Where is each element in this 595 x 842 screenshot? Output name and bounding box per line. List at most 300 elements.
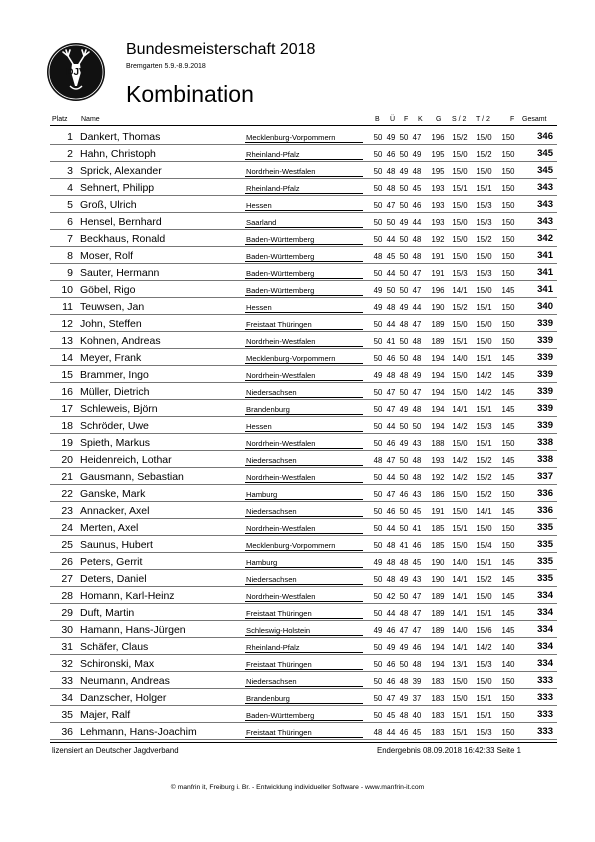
score-u: 44 bbox=[386, 269, 396, 278]
score-g: 183 bbox=[431, 711, 445, 720]
col-g: G bbox=[436, 116, 442, 123]
name-cell: Spieth, Markus bbox=[80, 437, 151, 449]
score-g: 191 bbox=[431, 252, 445, 261]
table-row bbox=[0, 553, 595, 570]
score-g: 190 bbox=[431, 558, 445, 567]
score-g: 195 bbox=[431, 150, 445, 159]
state-cell: Saarland bbox=[246, 218, 277, 227]
score-g: 195 bbox=[431, 167, 445, 176]
state-cell: Rheinland-Pfalz bbox=[246, 150, 300, 159]
score-k: 45 bbox=[412, 507, 422, 516]
score-b: 50 bbox=[373, 235, 383, 244]
score-b: 48 bbox=[373, 728, 383, 737]
col-platz: Platz bbox=[52, 116, 68, 123]
score-g: 185 bbox=[431, 541, 445, 550]
name-cell: Moser, Rolf bbox=[80, 250, 134, 262]
name-cell: Ganske, Mark bbox=[80, 488, 146, 500]
score-g: 191 bbox=[431, 507, 445, 516]
name-cell: Saunus, Hubert bbox=[80, 539, 153, 551]
state-underline bbox=[245, 601, 363, 602]
score-ff: 150 bbox=[501, 728, 515, 737]
score-t2: 15/1 bbox=[476, 405, 492, 414]
score-t2: 15/2 bbox=[476, 235, 492, 244]
score-f: 50 bbox=[399, 507, 409, 516]
score-s2: 14/1 bbox=[452, 405, 468, 414]
total-cell: 341 bbox=[537, 267, 553, 278]
name-cell: Meyer, Frank bbox=[80, 352, 142, 364]
name-cell: Deters, Daniel bbox=[80, 573, 147, 585]
score-u: 46 bbox=[386, 439, 396, 448]
score-t2: 15/3 bbox=[476, 728, 492, 737]
score-k: 45 bbox=[412, 558, 422, 567]
name-cell: Dankert, Thomas bbox=[80, 131, 161, 143]
score-t2: 15/3 bbox=[476, 269, 492, 278]
state-cell: Baden-Württemberg bbox=[246, 286, 315, 295]
state-underline bbox=[245, 465, 363, 466]
score-t2: 15/1 bbox=[476, 558, 492, 567]
score-b: 49 bbox=[373, 626, 383, 635]
score-ff: 150 bbox=[501, 235, 515, 244]
score-g: 194 bbox=[431, 371, 445, 380]
score-ff: 150 bbox=[501, 439, 515, 448]
score-f: 48 bbox=[399, 609, 409, 618]
score-u: 44 bbox=[386, 609, 396, 618]
total-cell: 334 bbox=[537, 590, 553, 601]
total-cell: 335 bbox=[537, 556, 553, 567]
score-ff: 145 bbox=[501, 575, 515, 584]
rank-cell: 30 bbox=[61, 624, 73, 636]
score-s2: 14/1 bbox=[452, 643, 468, 652]
state-cell: Baden-Württemberg bbox=[246, 269, 315, 278]
score-ff: 140 bbox=[501, 660, 515, 669]
name-cell: Kohnen, Andreas bbox=[80, 335, 161, 347]
score-g: 188 bbox=[431, 439, 445, 448]
rank-cell: 10 bbox=[61, 284, 73, 296]
state-cell: Baden-Württemberg bbox=[246, 711, 315, 720]
score-k: 45 bbox=[412, 184, 422, 193]
score-f: 50 bbox=[399, 252, 409, 261]
state-underline bbox=[245, 567, 363, 568]
score-u: 50 bbox=[386, 218, 396, 227]
name-cell: Schironski, Max bbox=[80, 658, 155, 670]
state-cell: Baden-Württemberg bbox=[246, 252, 315, 261]
score-t2: 15/0 bbox=[476, 133, 492, 142]
state-cell: Niedersachsen bbox=[246, 677, 297, 686]
score-f: 48 bbox=[399, 558, 409, 567]
score-u: 42 bbox=[386, 592, 396, 601]
table-row bbox=[0, 638, 595, 655]
score-t2: 15/2 bbox=[476, 456, 492, 465]
col-k: K bbox=[418, 116, 423, 123]
name-cell: Homann, Karl-Heinz bbox=[80, 590, 175, 602]
score-f: 50 bbox=[399, 286, 409, 295]
name-cell: Schleweis, Björn bbox=[80, 403, 158, 415]
score-k: 48 bbox=[412, 456, 422, 465]
total-cell: 337 bbox=[537, 471, 553, 482]
state-cell: Niedersachsen bbox=[246, 456, 297, 465]
score-ff: 150 bbox=[501, 694, 515, 703]
score-ff: 140 bbox=[501, 643, 515, 652]
score-ff: 150 bbox=[501, 133, 515, 142]
table-row bbox=[0, 468, 595, 485]
score-t2: 15/1 bbox=[476, 694, 492, 703]
rank-cell: 7 bbox=[67, 233, 73, 245]
row-separator bbox=[50, 739, 557, 740]
score-k: 44 bbox=[412, 218, 422, 227]
score-ff: 150 bbox=[501, 184, 515, 193]
score-u: 44 bbox=[386, 473, 396, 482]
score-t2: 15/1 bbox=[476, 354, 492, 363]
score-k: 47 bbox=[412, 388, 422, 397]
score-g: 186 bbox=[431, 490, 445, 499]
rank-cell: 36 bbox=[61, 726, 73, 738]
score-g: 183 bbox=[431, 677, 445, 686]
score-u: 48 bbox=[386, 558, 396, 567]
score-s2: 15/2 bbox=[452, 133, 468, 142]
score-k: 39 bbox=[412, 677, 422, 686]
score-ff: 150 bbox=[501, 677, 515, 686]
state-cell: Nordrhein-Westfalen bbox=[246, 592, 316, 601]
score-k: 46 bbox=[412, 201, 422, 210]
score-s2: 14/2 bbox=[452, 422, 468, 431]
name-cell: Sauter, Hermann bbox=[80, 267, 160, 279]
state-cell: Hessen bbox=[246, 303, 272, 312]
total-cell: 338 bbox=[537, 437, 553, 448]
score-g: 194 bbox=[431, 422, 445, 431]
score-b: 49 bbox=[373, 303, 383, 312]
score-k: 43 bbox=[412, 575, 422, 584]
score-g: 189 bbox=[431, 609, 445, 618]
score-g: 194 bbox=[431, 354, 445, 363]
score-t2: 15/0 bbox=[476, 286, 492, 295]
score-u: 46 bbox=[386, 626, 396, 635]
rank-cell: 21 bbox=[61, 471, 73, 483]
score-t2: 15/6 bbox=[476, 626, 492, 635]
state-underline bbox=[245, 448, 363, 449]
name-cell: Sehnert, Philipp bbox=[80, 182, 155, 194]
score-b: 50 bbox=[373, 388, 383, 397]
score-t2: 15/3 bbox=[476, 218, 492, 227]
score-t2: 15/2 bbox=[476, 575, 492, 584]
table-row bbox=[0, 587, 595, 604]
total-cell: 340 bbox=[537, 301, 553, 312]
score-u: 44 bbox=[386, 524, 396, 533]
score-b: 49 bbox=[373, 286, 383, 295]
state-cell: Nordrhein-Westfalen bbox=[246, 167, 316, 176]
score-u: 47 bbox=[386, 456, 396, 465]
rank-cell: 12 bbox=[61, 318, 73, 330]
score-f: 49 bbox=[399, 439, 409, 448]
score-u: 45 bbox=[386, 711, 396, 720]
table-row bbox=[0, 332, 595, 349]
state-cell: Niedersachsen bbox=[246, 388, 297, 397]
score-b: 50 bbox=[373, 677, 383, 686]
score-f: 49 bbox=[399, 405, 409, 414]
score-k: 45 bbox=[412, 728, 422, 737]
score-b: 50 bbox=[373, 575, 383, 584]
state-cell: Baden-Württemberg bbox=[246, 235, 315, 244]
state-cell: Nordrhein-Westfalen bbox=[246, 524, 316, 533]
score-g: 189 bbox=[431, 320, 445, 329]
score-s2: 14/2 bbox=[452, 456, 468, 465]
total-cell: 339 bbox=[537, 403, 553, 414]
score-t2: 15/0 bbox=[476, 167, 492, 176]
rank-cell: 26 bbox=[61, 556, 73, 568]
page-heading: Kombination bbox=[126, 81, 254, 107]
score-f: 50 bbox=[399, 422, 409, 431]
score-t2: 15/0 bbox=[476, 524, 492, 533]
state-underline bbox=[245, 159, 363, 160]
state-underline bbox=[245, 193, 363, 194]
score-ff: 150 bbox=[501, 490, 515, 499]
col-total: Gesamt bbox=[522, 116, 547, 123]
score-s2: 15/0 bbox=[452, 541, 468, 550]
score-k: 41 bbox=[412, 524, 422, 533]
score-u: 47 bbox=[386, 388, 396, 397]
score-b: 50 bbox=[373, 320, 383, 329]
total-cell: 339 bbox=[537, 386, 553, 397]
score-k: 48 bbox=[412, 405, 422, 414]
score-s2: 15/0 bbox=[452, 439, 468, 448]
score-t2: 15/1 bbox=[476, 439, 492, 448]
rank-cell: 29 bbox=[61, 607, 73, 619]
score-t2: 15/3 bbox=[476, 422, 492, 431]
state-cell: Nordrhein-Westfalen bbox=[246, 371, 316, 380]
score-ff: 145 bbox=[501, 592, 515, 601]
state-cell: Rheinland-Pfalz bbox=[246, 643, 300, 652]
score-g: 194 bbox=[431, 388, 445, 397]
name-cell: Müller, Dietrich bbox=[80, 386, 150, 398]
total-cell: 339 bbox=[537, 318, 553, 329]
score-g: 194 bbox=[431, 660, 445, 669]
name-cell: Hahn, Christoph bbox=[80, 148, 156, 160]
table-row bbox=[0, 536, 595, 553]
score-s2: 14/0 bbox=[452, 626, 468, 635]
score-k: 37 bbox=[412, 694, 422, 703]
rank-cell: 23 bbox=[61, 505, 73, 517]
score-b: 50 bbox=[373, 439, 383, 448]
table-row bbox=[0, 451, 595, 468]
state-underline bbox=[245, 720, 363, 721]
name-cell: Teuwsen, Jan bbox=[80, 301, 145, 313]
score-b: 50 bbox=[373, 541, 383, 550]
score-b: 50 bbox=[373, 524, 383, 533]
state-underline bbox=[245, 176, 363, 177]
name-cell: Peters, Gerrit bbox=[80, 556, 143, 568]
name-cell: Danzscher, Holger bbox=[80, 692, 167, 704]
score-t2: 15/3 bbox=[476, 660, 492, 669]
total-cell: 335 bbox=[537, 573, 553, 584]
score-k: 47 bbox=[412, 269, 422, 278]
score-s2: 14/1 bbox=[452, 286, 468, 295]
table-row bbox=[0, 145, 595, 162]
score-g: 191 bbox=[431, 269, 445, 278]
state-cell: Freistaat Thüringen bbox=[246, 320, 312, 329]
score-b: 50 bbox=[373, 405, 383, 414]
rank-cell: 14 bbox=[61, 352, 73, 364]
table-row bbox=[0, 128, 595, 145]
score-s2: 15/0 bbox=[452, 371, 468, 380]
score-b: 50 bbox=[373, 422, 383, 431]
table-row bbox=[0, 196, 595, 213]
score-ff: 145 bbox=[501, 558, 515, 567]
state-underline bbox=[245, 533, 363, 534]
name-cell: Annacker, Axel bbox=[80, 505, 150, 517]
score-f: 50 bbox=[399, 456, 409, 465]
score-u: 46 bbox=[386, 354, 396, 363]
rank-cell: 24 bbox=[61, 522, 73, 534]
score-u: 44 bbox=[386, 728, 396, 737]
table-row bbox=[0, 417, 595, 434]
score-s2: 15/0 bbox=[452, 218, 468, 227]
name-cell: Hamann, Hans-Jürgen bbox=[80, 624, 186, 636]
state-underline bbox=[245, 431, 363, 432]
table-row bbox=[0, 366, 595, 383]
score-u: 48 bbox=[386, 167, 396, 176]
rank-cell: 16 bbox=[61, 386, 73, 398]
name-cell: Sprick, Alexander bbox=[80, 165, 162, 177]
state-cell: Nordrhein-Westfalen bbox=[246, 337, 316, 346]
total-cell: 335 bbox=[537, 522, 553, 533]
state-underline bbox=[245, 499, 363, 500]
score-u: 47 bbox=[386, 490, 396, 499]
total-cell: 339 bbox=[537, 369, 553, 380]
total-cell: 336 bbox=[537, 505, 553, 516]
table-row bbox=[0, 672, 595, 689]
rank-cell: 20 bbox=[61, 454, 73, 466]
name-cell: Merten, Axel bbox=[80, 522, 139, 534]
score-f: 46 bbox=[399, 728, 409, 737]
score-u: 48 bbox=[386, 303, 396, 312]
state-cell: Schleswig-Holstein bbox=[246, 626, 311, 635]
score-k: 47 bbox=[412, 133, 422, 142]
score-k: 46 bbox=[412, 541, 422, 550]
score-ff: 145 bbox=[501, 422, 515, 431]
state-underline bbox=[245, 278, 363, 279]
score-b: 50 bbox=[373, 218, 383, 227]
score-g: 190 bbox=[431, 575, 445, 584]
state-cell: Hessen bbox=[246, 422, 272, 431]
col-ff: F bbox=[510, 116, 515, 123]
score-s2: 15/0 bbox=[452, 252, 468, 261]
score-k: 47 bbox=[412, 592, 422, 601]
state-cell: Freistaat Thüringen bbox=[246, 660, 312, 669]
state-underline bbox=[245, 346, 363, 347]
score-f: 50 bbox=[399, 660, 409, 669]
score-f: 50 bbox=[399, 337, 409, 346]
name-cell: Brammer, Ingo bbox=[80, 369, 149, 381]
score-f: 47 bbox=[399, 626, 409, 635]
name-cell: John, Steffen bbox=[80, 318, 142, 330]
result-timestamp: Endergebnis 08.09.2018 16:42:33 Seite 1 bbox=[377, 746, 521, 755]
name-cell: Schröder, Uwe bbox=[80, 420, 149, 432]
score-u: 48 bbox=[386, 541, 396, 550]
state-underline bbox=[245, 397, 363, 398]
table-row bbox=[0, 519, 595, 536]
score-k: 48 bbox=[412, 337, 422, 346]
event-title: Bundesmeisterschaft 2018 bbox=[126, 41, 316, 58]
score-ff: 150 bbox=[501, 541, 515, 550]
score-u: 47 bbox=[386, 405, 396, 414]
score-t2: 14/2 bbox=[476, 388, 492, 397]
score-b: 50 bbox=[373, 167, 383, 176]
score-s2: 15/1 bbox=[452, 337, 468, 346]
table-row bbox=[0, 179, 595, 196]
score-s2: 15/1 bbox=[452, 524, 468, 533]
rank-cell: 34 bbox=[61, 692, 73, 704]
state-underline bbox=[245, 550, 363, 551]
rank-cell: 1 bbox=[67, 131, 73, 143]
table-row bbox=[0, 502, 595, 519]
score-g: 189 bbox=[431, 337, 445, 346]
score-ff: 145 bbox=[501, 354, 515, 363]
total-cell: 341 bbox=[537, 284, 553, 295]
score-f: 49 bbox=[399, 694, 409, 703]
score-s2: 14/1 bbox=[452, 609, 468, 618]
state-cell: Mecklenburg-Vorpommern bbox=[246, 354, 336, 363]
score-f: 50 bbox=[399, 184, 409, 193]
score-u: 50 bbox=[386, 286, 396, 295]
score-b: 50 bbox=[373, 184, 383, 193]
rank-cell: 18 bbox=[61, 420, 73, 432]
score-ff: 145 bbox=[501, 473, 515, 482]
score-u: 41 bbox=[386, 337, 396, 346]
state-underline bbox=[245, 652, 363, 653]
name-cell: Göbel, Rigo bbox=[80, 284, 136, 296]
rank-cell: 9 bbox=[67, 267, 73, 279]
score-t2: 15/1 bbox=[476, 303, 492, 312]
score-f: 50 bbox=[399, 592, 409, 601]
total-cell: 343 bbox=[537, 199, 553, 210]
score-b: 50 bbox=[373, 609, 383, 618]
state-underline bbox=[245, 244, 363, 245]
score-f: 50 bbox=[399, 354, 409, 363]
score-g: 189 bbox=[431, 626, 445, 635]
score-t2: 15/0 bbox=[476, 252, 492, 261]
score-g: 193 bbox=[431, 218, 445, 227]
rank-cell: 11 bbox=[62, 301, 73, 313]
total-cell: 335 bbox=[537, 539, 553, 550]
score-k: 50 bbox=[412, 422, 422, 431]
score-ff: 150 bbox=[501, 201, 515, 210]
total-cell: 334 bbox=[537, 607, 553, 618]
score-t2: 14/2 bbox=[476, 371, 492, 380]
col-u: Ü bbox=[390, 116, 396, 123]
name-cell: Majer, Ralf bbox=[80, 709, 131, 721]
score-g: 193 bbox=[431, 184, 445, 193]
total-cell: 342 bbox=[537, 233, 553, 244]
score-k: 43 bbox=[412, 439, 422, 448]
score-g: 193 bbox=[431, 201, 445, 210]
djv-logo bbox=[46, 42, 106, 102]
score-ff: 145 bbox=[501, 286, 515, 295]
score-ff: 150 bbox=[501, 303, 515, 312]
score-s2: 15/0 bbox=[452, 167, 468, 176]
state-underline bbox=[245, 516, 363, 517]
total-cell: 334 bbox=[537, 641, 553, 652]
score-ff: 145 bbox=[501, 456, 515, 465]
score-b: 50 bbox=[373, 201, 383, 210]
state-underline bbox=[245, 312, 363, 313]
score-u: 46 bbox=[386, 507, 396, 516]
score-f: 49 bbox=[399, 218, 409, 227]
state-cell: Brandenburg bbox=[246, 405, 290, 414]
state-underline bbox=[245, 414, 363, 415]
score-ff: 145 bbox=[501, 371, 515, 380]
rank-cell: 35 bbox=[61, 709, 73, 721]
score-k: 43 bbox=[412, 490, 422, 499]
score-u: 47 bbox=[386, 201, 396, 210]
